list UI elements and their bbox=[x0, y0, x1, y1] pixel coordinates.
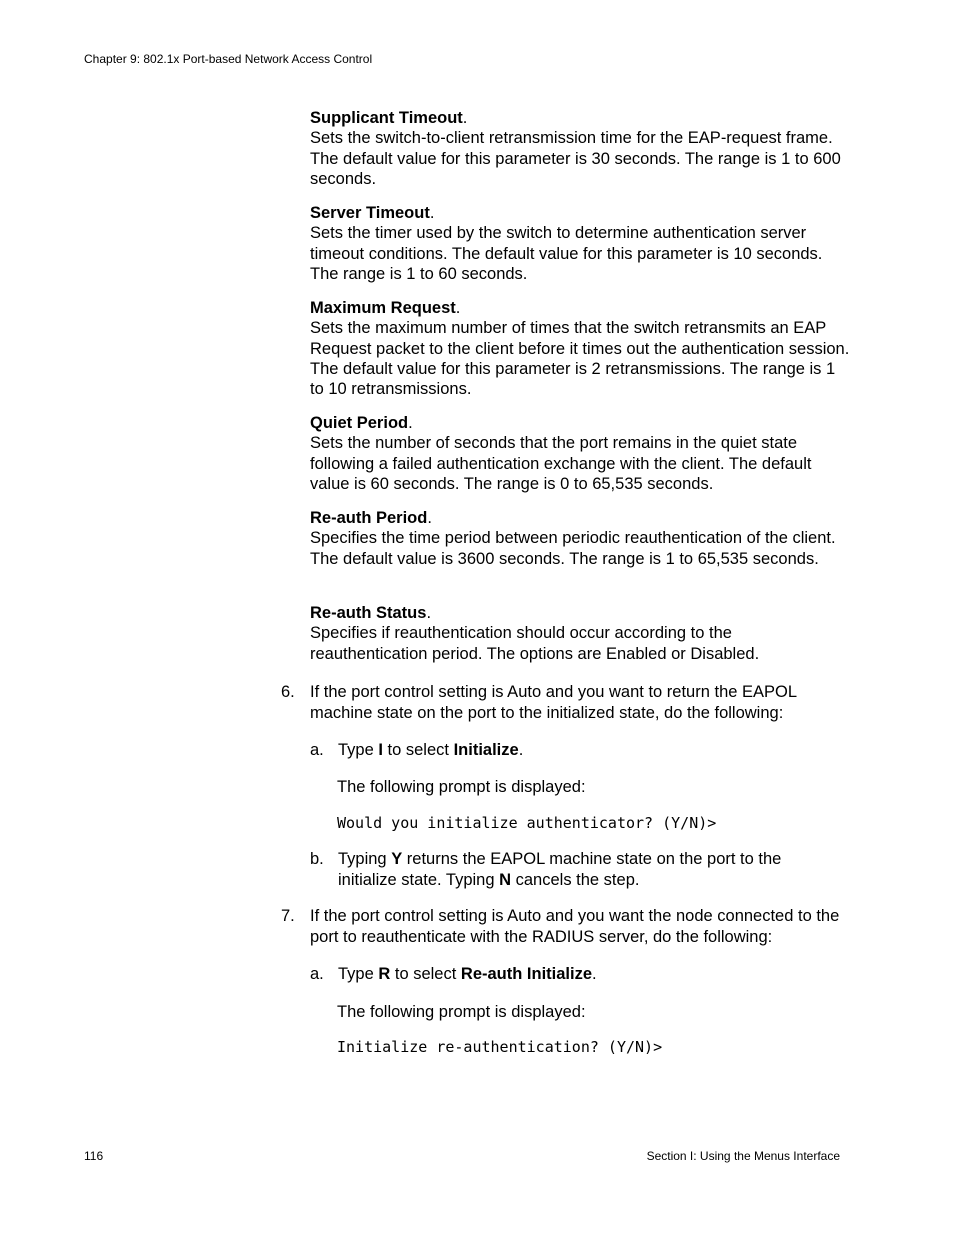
param-title: Maximum Request bbox=[310, 299, 456, 317]
substep-label: b. bbox=[310, 850, 324, 868]
prompt-code: Would you initialize authenticator? (Y/N)> bbox=[337, 814, 717, 832]
param-description: Sets the maximum number of times that the switch retransmits an EAP Request packet to the client before it times out the authentication session. The default value for this parameter is 2 retransmissions. The range is 1 to 10 retransmissions. bbox=[310, 319, 850, 399]
param-description: Specifies if reauthentication should occur according to the reauthentication period. The options are Enabled or Disabled. bbox=[310, 624, 760, 663]
param-reauth-period: Re-auth Period. Specifies the time period between periodic reauthentication of the client. The default value is 3600 seconds. The range is 1 to 65,535 seconds. bbox=[310, 508, 850, 569]
running-footer: Section I: Using the Menus Interface bbox=[646, 1149, 840, 1163]
param-description: Sets the number of seconds that the port remains in the quiet state following a failed authentication exchange with the client. The default value is 60 seconds. The range is 0 to 65,535 seconds. bbox=[310, 434, 812, 493]
param-title: Quiet Period bbox=[310, 414, 409, 432]
param-title: Re-auth Status bbox=[310, 604, 427, 622]
param-title: Supplicant Timeout bbox=[310, 109, 463, 127]
param-server-timeout: Server Timeout. Sets the timer used by the switch to determine authentication server timeout conditions. The default value for this parameter is 10 seconds. The range is 1 to 60 seconds. bbox=[310, 203, 850, 284]
step-number: 6. bbox=[281, 683, 295, 701]
param-quiet-period: Quiet Period. Sets the number of seconds that the port remains in the quiet state following a failed authentication exchange with the client. The default value is 60 seconds. The range is 0 to 65,535 seconds. bbox=[310, 413, 850, 494]
param-supplicant-timeout: Supplicant Timeout. Sets the switch-to-client retransmission time for the EAP-request frame. The default value for this parameter is 30 seconds. The range is 1 to 600 seconds. bbox=[310, 108, 850, 189]
prompt-intro: The following prompt is displayed: bbox=[337, 778, 586, 796]
param-description: Sets the switch-to-client retransmission time for the EAP-request frame. The default value for this parameter is 30 seconds. The range is 1 to 600 seconds. bbox=[310, 129, 841, 188]
substep-instruction: Typing Y returns the EAPOL machine state on the port to the initialize state. Typing N cancels the step. bbox=[338, 850, 782, 889]
param-reauth-status: Re-auth Status. Specifies if reauthentication should occur according to the reauthentication period. The options are Enabled or Disabled. bbox=[310, 603, 850, 664]
step-instruction: If the port control setting is Auto and you want the node connected to the port to reauthenticate with the RADIUS server, do the following: bbox=[310, 907, 840, 946]
substep-label: a. bbox=[310, 741, 324, 759]
prompt-intro: The following prompt is displayed: bbox=[337, 1003, 586, 1021]
param-description: Sets the timer used by the switch to determine authentication server timeout conditions. The default value for this parameter is 10 seconds. The range is 1 to 60 seconds. bbox=[310, 224, 823, 283]
prompt-code: Initialize re-authentication? (Y/N)> bbox=[337, 1038, 663, 1056]
step-instruction: If the port control setting is Auto and you want to return the EAPOL machine state on the port to the initialized state, do the following: bbox=[310, 683, 797, 722]
param-description: Specifies the time period between periodic reauthentication of the client. The default value is 3600 seconds. The range is 1 to 65,535 seconds. bbox=[310, 529, 836, 568]
step-number: 7. bbox=[281, 907, 295, 925]
param-maximum-request: Maximum Request. Sets the maximum number of times that the switch retransmits an EAP Request packet to the client before it times out the authentication session. The default value for this parameter is 2 retransmissions. The range is 1 to 10 retransmissions. bbox=[310, 299, 850, 399]
param-title: Server Timeout bbox=[310, 204, 430, 222]
substep-instruction: Type R to select Re-auth Initialize. bbox=[338, 965, 597, 983]
substep-label: a. bbox=[310, 965, 324, 983]
page-number: 116 bbox=[84, 1149, 104, 1163]
substep-instruction: Type I to select Initialize. bbox=[338, 741, 524, 759]
running-header: Chapter 9: 802.1x Port-based Network Access Control bbox=[84, 52, 373, 66]
param-title: Re-auth Period bbox=[310, 509, 428, 527]
